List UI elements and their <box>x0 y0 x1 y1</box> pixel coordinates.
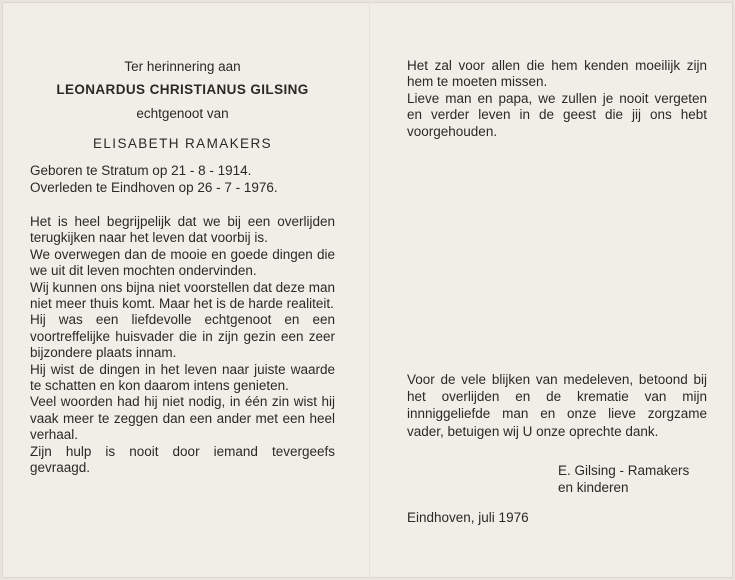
thanks-text: Voor de vele blijken van medeleven, betoond bij het overlijden en de krematie van mijn innniggeliefde man en onze lieve zorgzame vader, betuigen wij U onze oprechte dank. <box>407 372 707 439</box>
left-panel <box>30 58 335 477</box>
death-line: Overleden te Eindhoven op 26 - 7 - 1976. <box>30 180 278 195</box>
tribute-text <box>30 214 335 477</box>
tribute-paragraph: Het is heel begrijpelijk dat we bij een overlijden terugkijken naar het leven dat voorbij is. <box>30 214 335 246</box>
farewell-paragraph: Het zal voor allen die hem kenden moeilijk zijn hem te moeten missen. <box>407 58 707 90</box>
dates-block <box>30 162 335 196</box>
intro-line: Ter herinnering aan <box>124 59 241 74</box>
tribute-paragraph: Wij kunnen ons bijna niet voorstellen dat deze man niet meer thuis komt. Maar het is de harde realiteit. <box>30 279 335 312</box>
card-fold <box>369 2 371 578</box>
tribute-paragraph: Zijn hulp is nooit door iemand tevergeefs gevraagd. <box>30 443 335 476</box>
tribute-paragraph: Hij wist de dingen in het leven naar juiste waarde te schatten en kon daarom intens genieten. <box>30 361 335 394</box>
signature <box>558 462 689 496</box>
tribute-paragraph: Veel woorden had hij niet nodig, in één zin wist hij vaak meer te zeggen dan een ander met een heel verhaal. <box>30 394 335 443</box>
thanks-block <box>407 371 707 440</box>
birth-line: Geboren te Stratum op 21 - 8 - 1914. <box>30 163 252 178</box>
farewell-paragraph: Lieve man en papa, we zullen je nooit vergeten en verder leven in de geest die jij ons hebt voorgehouden. <box>407 90 707 139</box>
right-panel <box>407 58 707 140</box>
signature-name: E. Gilsing - Ramakers <box>558 463 690 478</box>
relation-line: echtgenoot van <box>136 106 229 121</box>
tribute-paragraph: Hij was een liefdevolle echtgenoot en een voortreffelijke huisvader die in zijn gezin een zeer bijzondere plaats innam. <box>30 312 335 361</box>
place-date: Eindhoven, juli 1976 <box>407 510 529 525</box>
signature-family: en kinderen <box>558 480 629 495</box>
deceased-name: LEONARDUS CHRISTIANUS GILSING <box>56 82 309 97</box>
spouse-name: ELISABETH RAMAKERS <box>93 136 272 151</box>
tribute-paragraph: We overwegen dan de mooie en goede dingen die we uit dit leven mochten ondervinden. <box>30 246 335 279</box>
